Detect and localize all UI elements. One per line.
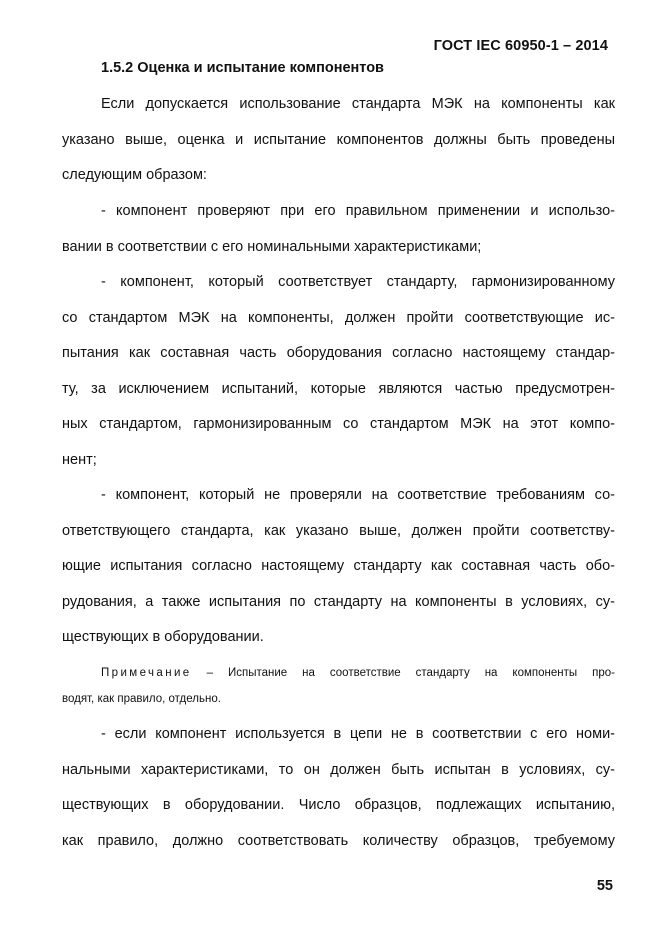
paragraph-line: - если компонент используется в цепи не в соответствии с его номи- bbox=[101, 726, 615, 742]
paragraph-item-2 bbox=[62, 265, 615, 479]
note-label: Примечание bbox=[101, 667, 192, 679]
paragraph-line: ответствующего стандарта, как указано выше, должен пройти соответству- bbox=[62, 522, 615, 539]
paragraph-line: Если допускается использование стандарта МЭК на компоненты как bbox=[101, 96, 615, 112]
note-line bbox=[62, 660, 615, 686]
note-line: водят, как правило, отдельно. bbox=[62, 693, 221, 705]
paragraph-line: - компонент, который соответствует стандарту, гармонизированному bbox=[101, 274, 615, 290]
paragraph-line: нент; bbox=[62, 451, 97, 468]
standard-header: ГОСТ IEC 60950-1 – 2014 bbox=[433, 38, 608, 54]
paragraph-line: следующим образом: bbox=[62, 167, 207, 184]
paragraph-line: ществующих в оборудовании. Число образцов, подлежащих испытанию, bbox=[62, 797, 615, 814]
paragraph-item-1 bbox=[62, 194, 615, 265]
paragraph-line: рудования, а также испытания по стандарту на компоненты в условиях, су- bbox=[62, 593, 615, 610]
note-text: – Испытание на соответствие стандарту на компоненты про- bbox=[191, 667, 615, 679]
paragraph-line: нальными характеристиками, то он должен быть испытан в условиях, су- bbox=[62, 761, 615, 778]
paragraph-item-3 bbox=[62, 478, 615, 656]
paragraph-line: - компонент проверяют при его правильном применении и использо- bbox=[101, 203, 615, 219]
paragraph-line: ных стандартом, гармонизированным со стандартом МЭК на этот компо- bbox=[62, 416, 615, 433]
paragraph-line: пытания как составная часть оборудования согласно настоящему стандар- bbox=[62, 345, 615, 362]
paragraph-line: ющие испытания согласно настоящему стандарту как составная часть обо- bbox=[62, 558, 615, 575]
paragraph-item-4 bbox=[62, 717, 615, 859]
paragraph-line: - компонент, который не проверяли на соответствие требованиям со- bbox=[101, 487, 615, 503]
section-title: 1.5.2 Оценка и испытание компонентов bbox=[101, 60, 384, 76]
paragraph-line: ществующих в оборудовании. bbox=[62, 629, 264, 646]
paragraph-line: указано выше, оценка и испытание компонентов должны быть проведены bbox=[62, 131, 615, 148]
paragraph-line: ту, за исключением испытаний, которые являются частью предусмотрен- bbox=[62, 380, 615, 397]
paragraph-line: как правило, должно соответствовать количеству образцов, требуемому bbox=[62, 832, 615, 849]
paragraph-intro bbox=[62, 87, 615, 194]
note-block bbox=[62, 660, 615, 712]
paragraph-line: со стандартом МЭК на компоненты, должен пройти соответствующие ис- bbox=[62, 309, 615, 326]
paragraph-line: вании в соответствии с его номинальными характеристиками; bbox=[62, 238, 482, 255]
page-number: 55 bbox=[596, 878, 613, 894]
